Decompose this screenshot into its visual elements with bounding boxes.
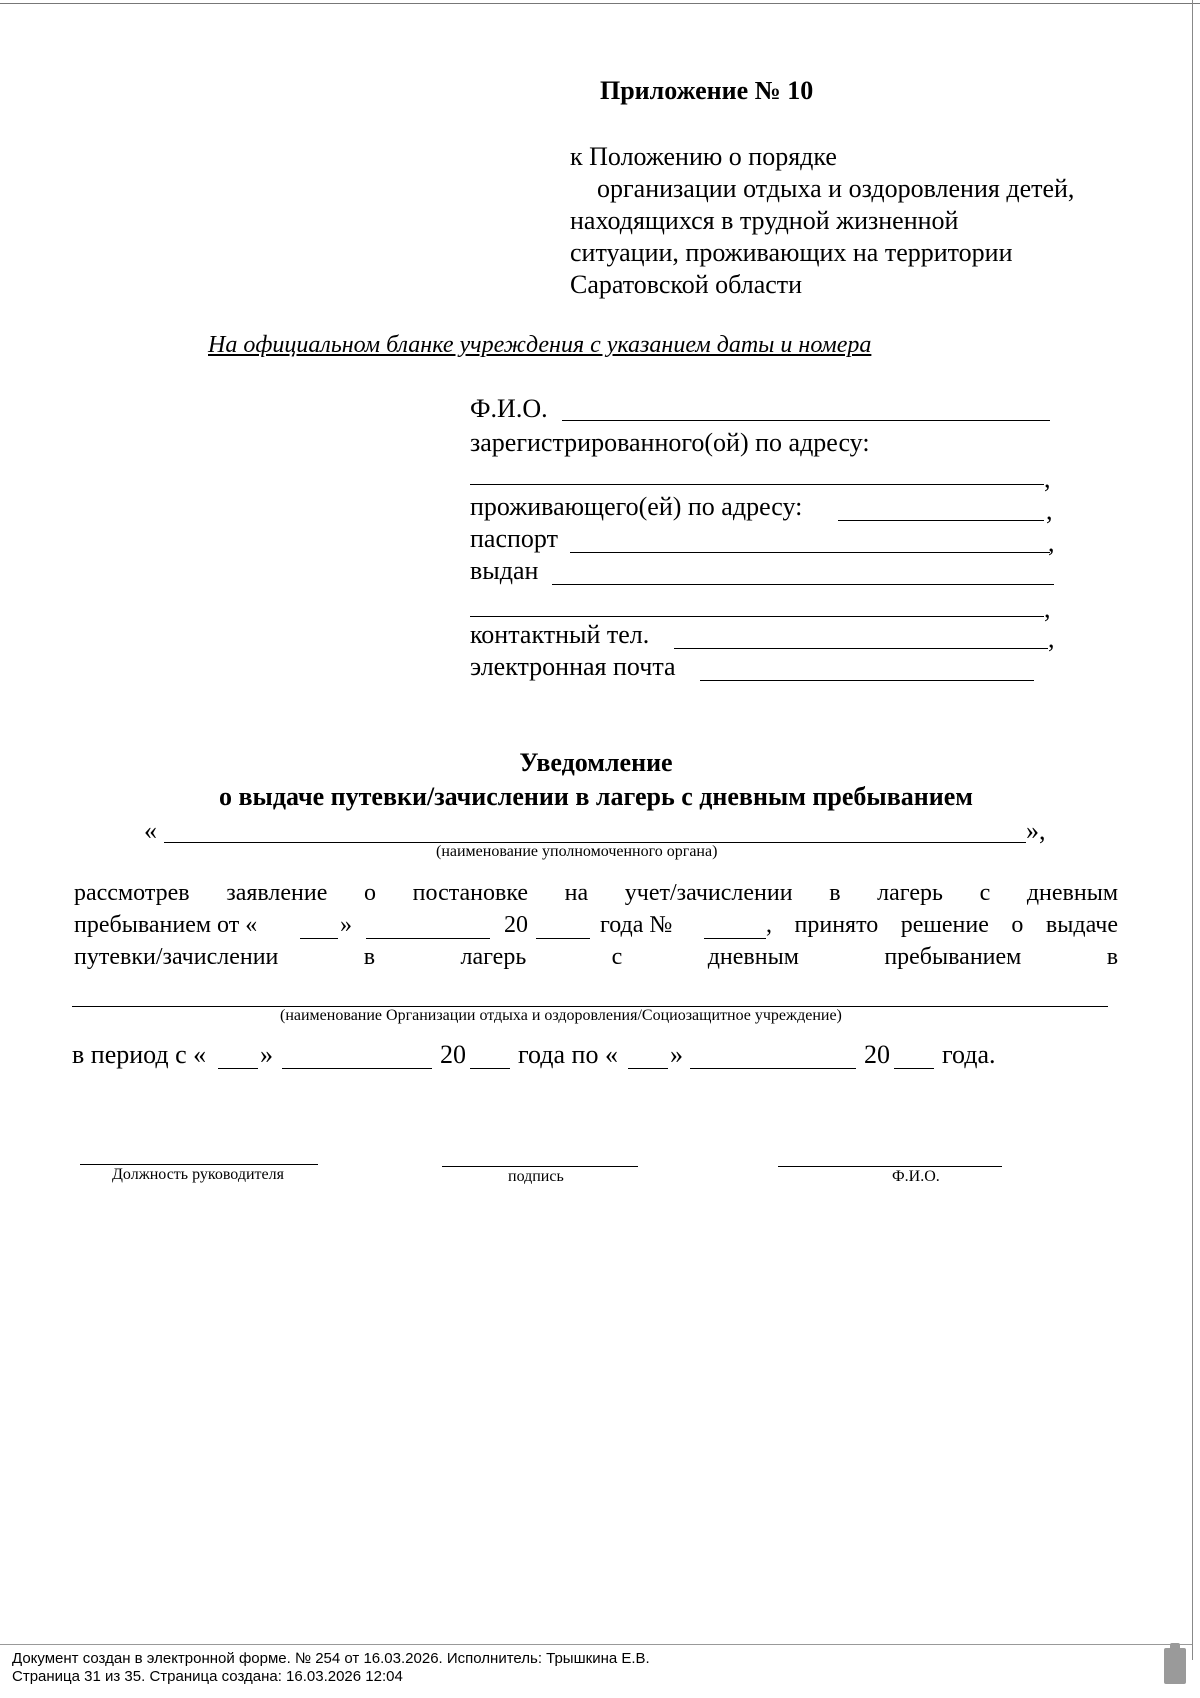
- body-line-1: рассмотрев заявление о постановке на учет/зачислении в лагерь с дневным: [74, 880, 1119, 906]
- notice-title: Уведомление: [519, 748, 673, 777]
- footer-rule: [0, 1644, 1192, 1645]
- phone-line: [674, 648, 1048, 649]
- period-to-year-line: [894, 1068, 934, 1069]
- living-comma: ,: [1046, 496, 1053, 525]
- passport-label: паспорт: [470, 524, 558, 553]
- email-line: [700, 680, 1034, 681]
- footer-line-1: Документ создан в электронной форме. № 254 от 16.03.2026. Исполнитель: Трышкина Е.В.: [12, 1650, 650, 1667]
- period-end-label: года.: [942, 1040, 996, 1069]
- period-to-quote: »: [670, 1040, 683, 1069]
- period-to-label: года по «: [518, 1040, 618, 1069]
- authority-open-quote: «: [144, 816, 157, 845]
- body-line-2-number-label: года №: [600, 912, 673, 938]
- living-label: проживающего(ей) по адресу:: [470, 492, 803, 521]
- period-from-month-line: [282, 1068, 432, 1069]
- email-label: электронная почта: [470, 652, 676, 681]
- period-from-year-prefix: 20: [440, 1040, 466, 1069]
- passport-line: [570, 552, 1050, 553]
- appendix-title: Приложение № 10: [600, 76, 814, 105]
- living-address-line: [838, 520, 1044, 521]
- registered-address-line: [470, 484, 1044, 485]
- position-signature-line: [80, 1164, 318, 1165]
- fio-line: [562, 420, 1050, 421]
- day-line: [300, 938, 338, 939]
- footer-line-2: Страница 31 из 35. Страница создана: 16.03.2026 12:04: [12, 1668, 403, 1685]
- phone-label: контактный тел.: [470, 620, 650, 649]
- notice-subtitle: о выдаче путевки/зачислении в лагерь с дневным пребыванием: [219, 782, 973, 811]
- signature-line: [442, 1166, 638, 1167]
- registered-comma: ,: [1044, 464, 1051, 493]
- organization-caption: (наименование Организации отдыха и оздоровления/Социозащитное учреждение): [280, 1007, 842, 1024]
- page-right-edge: [1192, 0, 1193, 1660]
- authority-caption: (наименование уполномоченного органа): [436, 843, 718, 860]
- issued-comma: ,: [1044, 594, 1051, 623]
- body-line-3: путевки/зачислении в лагерь с дневным пребыванием в: [74, 944, 1119, 970]
- position-caption: Должность руководителя: [112, 1166, 284, 1183]
- period-to-month-line: [690, 1068, 856, 1069]
- blank-note: На официальном бланке учреждения с указанием даты и номера: [208, 332, 872, 358]
- registered-label: зарегистрированного(ой) по адресу:: [470, 428, 870, 457]
- name-caption: Ф.И.О.: [892, 1168, 940, 1185]
- year-line: [536, 938, 590, 939]
- signature-caption: подпись: [508, 1168, 564, 1185]
- issued-label: выдан: [470, 556, 539, 585]
- ref-line-1: к Положению о порядке: [570, 142, 837, 171]
- ref-line-3: находящихся в трудной жизненной: [570, 206, 959, 235]
- period-from-label: в период с «: [72, 1040, 207, 1069]
- period-from-quote: »: [260, 1040, 273, 1069]
- authority-close-quote: »,: [1026, 816, 1046, 845]
- fio-label: Ф.И.О.: [470, 394, 548, 423]
- page-top-edge: [0, 3, 1200, 4]
- period-from-day-line: [218, 1068, 258, 1069]
- passport-comma: ,: [1048, 528, 1055, 557]
- body-line-2-part1: пребыванием от «: [74, 912, 258, 938]
- ref-line-2: организации отдыха и оздоровления детей,: [597, 174, 1075, 203]
- issued-line: [552, 584, 1054, 585]
- body-line-2-part2: »: [340, 912, 352, 938]
- period-from-year-line: [470, 1068, 510, 1069]
- ref-line-5: Саратовской области: [570, 270, 803, 299]
- period-to-year-prefix: 20: [864, 1040, 890, 1069]
- document-icon: [1164, 1648, 1186, 1684]
- period-to-day-line: [628, 1068, 668, 1069]
- month-line: [366, 938, 490, 939]
- phone-comma: ,: [1048, 624, 1055, 653]
- number-line: [704, 938, 766, 939]
- body-line-2-part5: , принято решение о выдаче: [766, 912, 1118, 938]
- body-line-2-year: 20: [504, 912, 528, 938]
- issued-line-2: [470, 616, 1044, 617]
- name-signature-line: [778, 1166, 1002, 1167]
- ref-line-4: ситуации, проживающих на территории: [570, 238, 1013, 267]
